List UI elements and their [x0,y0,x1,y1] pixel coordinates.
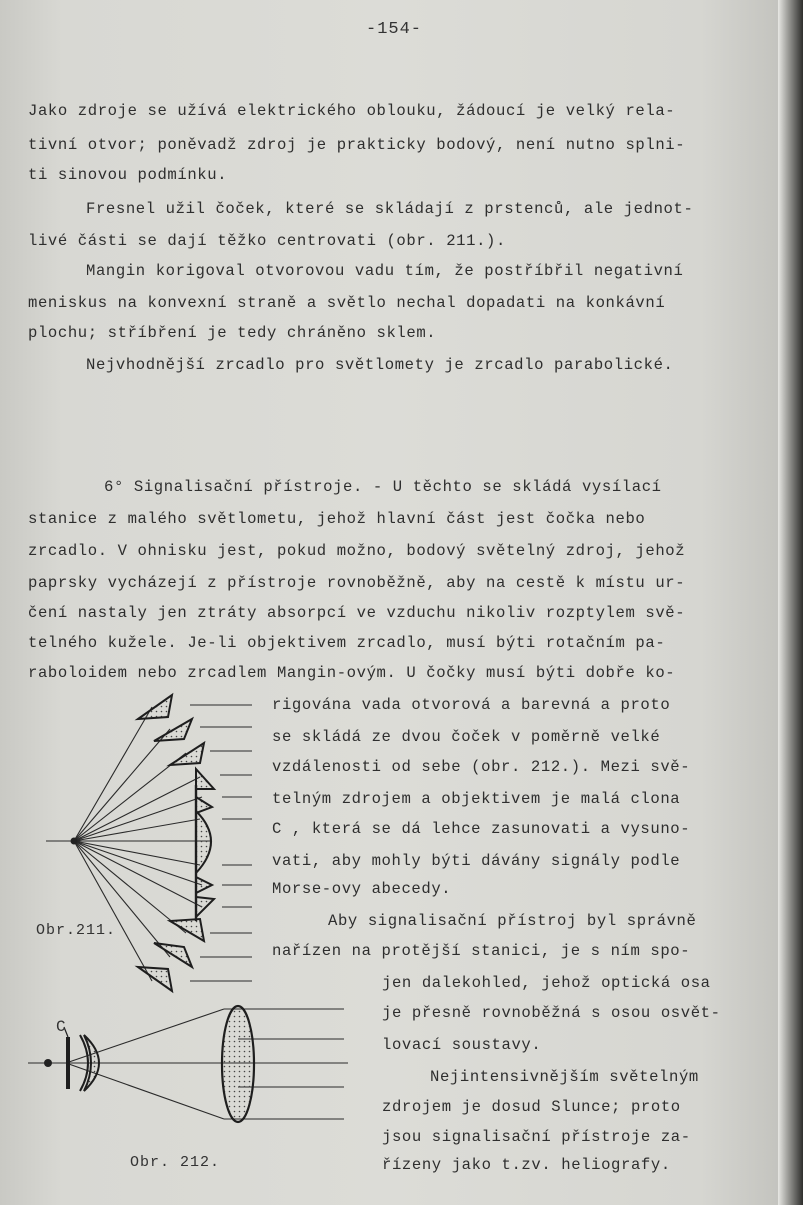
figure-211-caption: Obr.211. [36,922,117,939]
text-line: stanice z malého světlometu, jehož hlavní část jest čočka nebo [28,510,646,528]
figure-212-c-label: C [56,1018,67,1036]
text-line: rigována vada otvorová a barevná a proto [272,696,671,714]
text-line: Mangin korigoval otvorovou vadu tím, že postříbřil negativní [86,262,684,280]
text-line: se skládá ze dvou čoček v poměrně velké [272,728,661,746]
text-line: Nejintensivnějším světelným [430,1068,699,1086]
text-line: je přesně rovnoběžná s osou osvět- [382,1004,721,1022]
text-line: řízeny jako t.zv. heliografy. [382,1156,671,1174]
section-heading: 6° Signalisační přístroje. - U těchto se skládá vysílací [104,478,662,496]
figure-212-caption: Obr. 212. [130,1154,221,1171]
text-line: paprsky vycházejí z přístroje rovnoběžně, aby na cestě k místu ur- [28,574,686,592]
text-line: tivní otvor; poněvadž zdroj je prakticky bodový, není nutno splni- [28,136,686,154]
text-line: jsou signalisační přístroje za- [382,1128,691,1146]
text-line: čení nastaly jen ztráty absorpcí ve vzduchu nikoliv rozptylem svě- [28,604,686,622]
text-line: zrcadlo. V ohnisku jest, pokud možno, bodový světelný zdroj, jehož [28,542,686,560]
text-line: meniskus na konvexní straně a světlo nechal dopadati na konkávní [28,294,666,312]
figure-212-diagram [28,995,348,1135]
text-line: vzdálenosti od sebe (obr. 212.). Mezi svě- [272,758,691,776]
text-line: Aby signalisační přístroj byl správně [328,912,697,930]
text-line: nařízen na protější stanici, je s ním spo- [272,942,691,960]
text-line: jen dalekohled, jehož optická osa [382,974,711,992]
text-line: livé části se dají těžko centrovati (obr. 211.). [28,232,506,250]
text-line: vati, aby mohly býti dávány signály podle [272,852,681,870]
text-line: Nejvhodnější zrcadlo pro světlomety je zrcadlo parabolické. [86,356,674,374]
text-line: Fresnel užil čoček, které se skládají z prstenců, ale jednot- [86,200,694,218]
text-line: plochu; stříbření je tedy chráněno sklem. [28,324,437,342]
text-line: zdrojem je dosud Slunce; proto [382,1098,681,1116]
figure-211-diagram [30,685,270,1005]
text-line: ti sinovou podmínku. [28,166,228,184]
scan-edge-shadow [778,0,803,1205]
text-line: raboloidem nebo zrcadlem Mangin-ovým. U čočky musí býti dobře ko- [28,664,676,682]
text-line: Morse-ovy abecedy. [272,880,452,898]
text-line: telným zdrojem a objektivem je malá clona [272,790,681,808]
text-line: telného kužele. Je-li objektivem zrcadlo, musí býti rotačním pa- [28,634,666,652]
text-line: Jako zdroje se užívá elektrického oblouku, žádoucí je velký rela- [28,102,676,120]
text-line: lovací soustavy. [382,1036,542,1054]
page-number: -154- [366,20,423,39]
text-line: C , která se dá lehce zasunovati a vysuno- [272,820,691,838]
